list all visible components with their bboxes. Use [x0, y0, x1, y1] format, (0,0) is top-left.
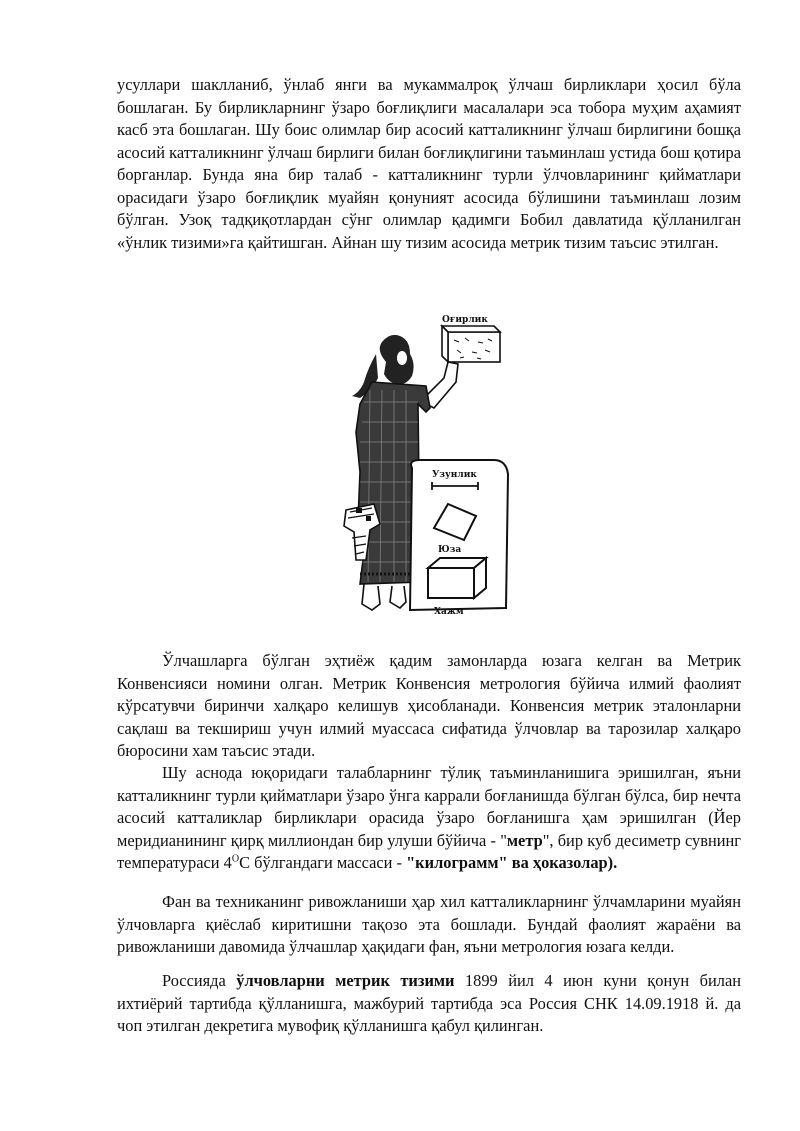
term-metr: метр — [506, 830, 543, 850]
paragraph5-text-a: Россияда — [162, 971, 237, 990]
paragraph3-text-b: ", бир куб десиметр сувнинг температураси 4 — [117, 830, 742, 872]
weight-label: Оғирлик — [442, 315, 488, 325]
term-kilogram: "килограмм" ва ҳоказолар). — [406, 853, 618, 872]
paragraph5-text-b: 1899 йил 4 июн куни қонун билан ихтиёрий тартибда қўлланишга, мажбурий тартибда эса Россия СНК 14.09.1918 й. да чоп этилган декретига мувофиқ қўлланишга қабул қилинган. — [117, 971, 741, 1035]
paragraph-metric-origins: усуллари шаклланиб, ўнлаб янги ва мукаммалроқ ўлчаш бирликлари ҳосил бўла бошлаган. Бу бирликларнинг ўзаро боғлиқлиги масалалари эса тобора муҳим аҳамият касб эта бошлаган. Шу боис олимлар бир асосий катталикнинг ўлчаш бирлигини бошқа асосий катталикнинг ўлчаш бирлиги билан боғлиқлигини таъминлаш устида бош қотира борганлар. Бунда яна бир талаб - катталикнинг турли ўлчовларининг қийматлари орасидаги ўзаро боғлиқлик муайян қонуният асосида бўлишини таъминлаш лозим бўлган. Узоқ тадқиқотлардан сўнг олимлар қадимги Бобил давлатида қўлланилган «ўнлик тизими»га қайтишган. Айнан шу тизим асосида метрик тизим таъсис этилган. — [117, 75, 741, 252]
paragraph-metrology-emergence: Фан ва техниканинг ривожланиши ҳар хил катталикларнинг ўлчамларини муайян ўлчовларга қиёслаб киритишни тақозо эта бошлади. Бундай фаолият жараёни ва ривожланиши давомида ўлчашлар ҳақидаги фан, яъни метрология юзага келди. — [117, 892, 741, 956]
paragraph-metric-convention: Ўлчашларга бўлган эҳтиёж қадим замонларда юзага келган ва Метрик Конвенсияси номини олган. Метрик Конвенсия метрология бўйича илмий фаолият кўрсатувчи биринчи халқаро келишув ҳисобланади. Конвенсия метрик эталонларни сақлаш ва текшириш учун илмий муассаса сифатида ўлчовлар ва тарозилар халқаро бюросини хам таъсис этади. — [117, 651, 741, 760]
feet-drawing — [362, 584, 406, 610]
paragraph3-text-a: Шу аснода юқоридаги талабларнинг тўлиқ таъминланишига эришилган, яъни катталикнинг турли қийматлари ўзаро ўнга каррали боғланишда бўлган бўлса, бир нечта асосий катталиклар бирликлари орасида ўзаро боғланишга ҳам эришилган (Йер меридианининг қирқ миллиондан бир улуши бўйича - " — [117, 763, 741, 850]
volume-cube-drawing — [428, 558, 486, 598]
babylonian-measures-illustration — [330, 312, 520, 622]
paragraph3-text-c: С бўлгандаги массаси - — [239, 853, 407, 872]
volume-label: Хажм — [434, 607, 464, 617]
weight-cube-drawing — [442, 326, 500, 362]
degree-superscript: О — [231, 853, 240, 865]
paragraph-russia-metric — [117, 970, 741, 1038]
area-label: Юза — [438, 545, 462, 555]
term-metric-system: ўлчовларни метрик тизими — [236, 971, 455, 990]
length-label: Узунлик — [432, 470, 477, 480]
paragraph-requirements — [117, 762, 741, 875]
raised-arm-drawing — [426, 362, 458, 408]
